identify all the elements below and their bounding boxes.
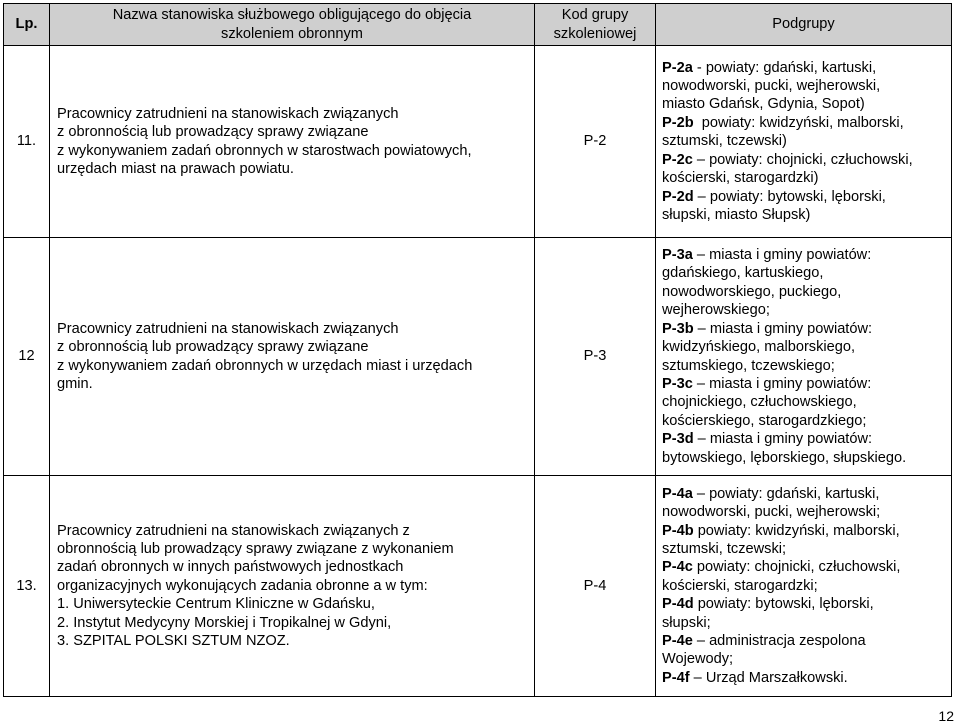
subgroup-separator: –: [692, 247, 710, 264]
subgroup-code: P-3b: [662, 320, 694, 337]
subgroup-line: [662, 669, 947, 687]
subgroup-line: [662, 632, 947, 650]
subgroup-line: [662, 522, 947, 540]
table-row: [4, 46, 952, 238]
subgroup-text: wejherowskiego;: [662, 302, 770, 319]
position-name-line: 3. SZPITAL POLSKI SZTUM NZOZ.: [57, 633, 290, 650]
subgroup-line: [662, 114, 947, 132]
subgroup-text: kościerskiego, starogardzkiego;: [662, 412, 867, 429]
subgroup-separator: –: [692, 375, 710, 392]
header-position-name: [50, 4, 535, 46]
subgroup-line: [662, 595, 947, 613]
subgroup-separator: –: [693, 188, 710, 205]
header-group-code: [535, 4, 656, 46]
subgroup-separator: -: [692, 59, 706, 76]
row-position-name: [50, 238, 535, 476]
header-name-line: szkoleniem obronnym: [221, 25, 363, 42]
row-position-name: [50, 46, 535, 238]
subgroup-text: powiaty: bytowski, lęborski,: [697, 596, 874, 613]
position-name-line: gmin.: [57, 375, 93, 392]
subgroup-line: [662, 449, 947, 467]
subgroup-text: powiaty: bytowski, lęborski,: [709, 188, 886, 205]
subgroup-line: [662, 301, 947, 319]
subgroup-separator: –: [693, 431, 710, 448]
subgroup-separator: –: [693, 320, 710, 337]
subgroup-text: kwidzyńskiego, malborskiego,: [662, 339, 856, 356]
subgroup-code: P-4a: [662, 485, 693, 502]
header-lp: [4, 4, 50, 46]
row-lp: [4, 238, 50, 476]
subgroup-text: sztumskiego, tczewskiego;: [662, 357, 835, 374]
subgroup-code: P-3a: [662, 247, 693, 264]
subgroup-line: [662, 246, 947, 264]
subgroup-text: powiaty: chojnicki, człuchowski,: [696, 559, 901, 576]
subgroup-text: chojnickiego, człuchowskiego,: [662, 394, 857, 411]
subgroup-text: bytowskiego, lęborskiego, słupskiego.: [662, 449, 907, 466]
position-name-line: z wykonywaniem zadań obronnych w starostwach powiatowych,: [57, 142, 472, 159]
position-name-line: zadań obronnych w innych państwowych jednostkach: [57, 559, 404, 576]
subgroup-text: nowodworskiego, puckiego,: [662, 283, 842, 300]
subgroup-line: [662, 132, 947, 150]
subgroup-line: [662, 320, 947, 338]
header-name-line: Nazwa stanowiska służbowego obligującego do objęcia: [112, 7, 472, 24]
subgroup-line: [662, 577, 947, 595]
subgroup-line: [662, 206, 947, 224]
row-lp: [4, 46, 50, 238]
subgroup-line: [662, 412, 947, 430]
position-name-line: Pracownicy zatrudnieni na stanowiskach związanych: [57, 105, 399, 122]
subgroup-text: Urząd Marszałkowski.: [705, 669, 848, 686]
group-code-text: P-2: [583, 133, 607, 150]
subgroup-text: powiaty: chojnicki, człuchowski,: [709, 151, 913, 168]
row-lp-text: 11.: [16, 133, 37, 150]
subgroup-code: P-4f: [662, 669, 690, 686]
subgroup-line: [662, 357, 947, 375]
page-number: 12: [938, 708, 954, 724]
row-group-code: [535, 46, 656, 238]
position-name-line: Pracownicy zatrudnieni na stanowiskach związanych: [57, 320, 399, 337]
position-name-line: Pracownicy zatrudnieni na stanowiskach związanych z: [57, 522, 410, 539]
subgroup-text: nowodworski, pucki, wejherowski;: [662, 504, 881, 521]
subgroup-line: [662, 283, 947, 301]
subgroup-code: P-2d: [662, 188, 694, 205]
subgroup-code: P-3d: [662, 431, 694, 448]
subgroup-code: P-2a: [662, 59, 693, 76]
header-subgroups: [656, 4, 952, 46]
row-subgroups: [656, 476, 952, 697]
subgroup-text: słupski;: [662, 614, 711, 631]
subgroup-line: [662, 503, 947, 521]
header-lp-text: Lp.: [15, 16, 38, 33]
subgroup-text: miasta i gminy powiatów:: [709, 375, 872, 392]
subgroup-separator: –: [692, 633, 710, 650]
row-lp-text: 12: [18, 348, 35, 365]
position-name-line: z wykonywaniem zadań obronnych w urzędach miast i urzędach: [57, 357, 473, 374]
table-header-row: [4, 4, 952, 46]
subgroup-text: Wojewody;: [662, 651, 734, 668]
row-group-code: [535, 238, 656, 476]
subgroup-text: miasto Gdańsk, Gdynia, Sopot): [662, 96, 865, 113]
subgroup-line: [662, 393, 947, 411]
subgroup-line: [662, 375, 947, 393]
row-lp: [4, 476, 50, 697]
table-row: [4, 476, 952, 697]
subgroup-separator: –: [692, 151, 710, 168]
subgroup-text: gdańskiego, kartuskiego,: [662, 265, 824, 282]
position-name-line: obronnością lub prowadzący sprawy związane z wykonaniem: [57, 540, 454, 557]
subgroup-code: P-4e: [662, 633, 693, 650]
subgroup-line: [662, 77, 947, 95]
subgroup-line: [662, 430, 947, 448]
subgroup-text: powiaty: kwidzyński, malborski,: [701, 114, 904, 131]
subgroup-line: [662, 151, 947, 169]
header-subgroups-text: Podgrupy: [772, 16, 835, 33]
subgroup-text: kościerski, starogardzki): [662, 170, 819, 187]
header-code-line: Kod grupy: [561, 7, 629, 24]
row-lp-text: 13.: [16, 577, 37, 594]
subgroup-text: powiaty: gdański, kartuski,: [705, 59, 877, 76]
position-name-line: organizacyjnych wykonujących zadania obronne a w tym:: [57, 577, 428, 594]
position-name-line: z obronnością lub prowadzący sprawy związane: [57, 339, 369, 356]
subgroup-text: powiaty: kwidzyński, malborski,: [697, 522, 900, 539]
subgroup-code: P-2c: [662, 151, 693, 168]
subgroup-separator: [694, 115, 702, 131]
row-subgroups: [656, 238, 952, 476]
row-group-code: [535, 476, 656, 697]
subgroup-line: [662, 558, 947, 576]
subgroup-line: [662, 188, 947, 206]
subgroup-code: P-4b: [662, 522, 694, 539]
subgroup-code: P-4c: [662, 559, 693, 576]
subgroup-text: miasta i gminy powiatów:: [709, 431, 873, 448]
subgroup-line: [662, 169, 947, 187]
row-subgroups: [656, 46, 952, 238]
position-name-line: 1. Uniwersyteckie Centrum Kliniczne w Gdańsku,: [57, 596, 375, 613]
subgroup-line: [662, 485, 947, 503]
subgroup-separator: –: [692, 485, 710, 502]
subgroup-text: miasta i gminy powiatów:: [709, 320, 873, 337]
subgroup-text: administracja zespolona: [709, 633, 866, 650]
position-name-line: 2. Instytut Medycyny Morskiej i Tropikalnej w Gdyni,: [57, 614, 392, 631]
subgroup-line: [662, 338, 947, 356]
table-row: [4, 238, 952, 476]
subgroup-code: P-4d: [662, 596, 694, 613]
subgroup-text: sztumski, tczewski): [662, 133, 787, 150]
subgroup-line: [662, 95, 947, 113]
subgroup-code: P-3c: [662, 375, 693, 392]
subgroup-text: powiaty: gdański, kartuski,: [709, 485, 880, 502]
subgroup-line: [662, 650, 947, 668]
position-name-line: z obronnością lub prowadzący sprawy związane: [57, 124, 369, 141]
group-code-text: P-3: [583, 348, 607, 365]
subgroup-text: kościerski, starogardzki;: [662, 577, 818, 594]
subgroup-text: nowodworski, pucki, wejherowski,: [662, 78, 881, 95]
subgroup-separator: –: [689, 669, 706, 686]
subgroup-text: miasta i gminy powiatów:: [709, 247, 872, 264]
subgroup-line: [662, 614, 947, 632]
table-body: [4, 46, 952, 697]
group-code-text: P-4: [583, 577, 607, 594]
row-position-name: [50, 476, 535, 697]
subgroup-code: P-2b: [662, 114, 694, 131]
subgroup-text: słupski, miasto Słupsk): [662, 206, 811, 223]
defense-training-table: [3, 3, 952, 697]
position-name-line: urzędach miast na prawach powiatu.: [57, 160, 294, 177]
subgroup-line: [662, 264, 947, 282]
subgroup-text: sztumski, tczewski;: [662, 540, 787, 557]
subgroup-line: [662, 59, 947, 77]
subgroup-line: [662, 540, 947, 558]
header-code-line: szkoleniowej: [553, 25, 637, 42]
